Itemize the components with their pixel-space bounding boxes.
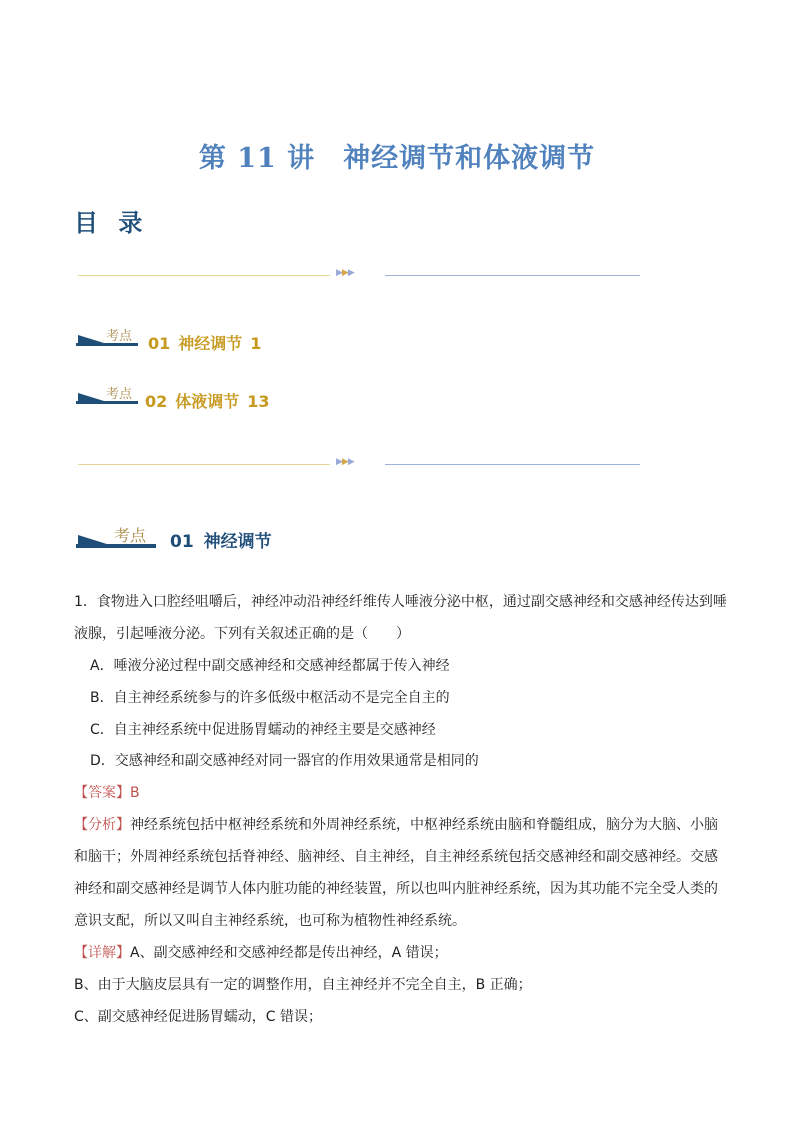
section-title: 01 神经调节 — [170, 532, 272, 552]
arrows-icon: ▶▶▶ — [336, 457, 354, 467]
analysis-line3: 神经和副交感神经是调节人体内脏功能的神经装置，所以也叫内脏神经系统，因为其功能不完全受人类的 — [74, 881, 718, 897]
toc-heading: 目 录 — [74, 209, 149, 237]
option-c: C．自主神经系统中促进肠胃蠕动的神经主要是交感神经 — [90, 722, 436, 738]
detail-line2: B、由于大脑皮层具有一定的调整作用，自主神经并不完全自主，B 正确； — [74, 977, 532, 993]
analysis-tag: 【分析】 — [74, 817, 130, 833]
detail-line1: 【详解】A、副交感神经和交感神经都是传出神经，A 错误； — [74, 945, 448, 961]
option-b: B．自主神经系统参与的许多低级中枢活动不是完全自主的 — [90, 690, 450, 706]
analysis-line1: 【分析】神经系统包括中枢神经系统和外周神经系统，中枢神经系统由脑和脊髓组成，脑分为大脑、小脑 — [74, 817, 718, 833]
question-stem-line2: 液腺，引起唾液分泌。下列有关叙述正确的是（ ） — [74, 626, 410, 642]
analysis-line4: 意识支配，所以又叫自主神经系统，也可称为植物性神经系统。 — [74, 913, 466, 929]
question-stem-line1: 1．食物进入口腔经咀嚼后，神经冲动沿神经纤维传人唾液分泌中枢，通过副交感神经和交感神经传达到唾 — [74, 594, 727, 610]
answer-value: B — [130, 785, 140, 801]
toc-item-1[interactable]: 01 神经调节 1 — [148, 334, 262, 353]
answer-tag: 【答案】 — [74, 785, 130, 801]
section-badge: 考点 — [76, 526, 156, 550]
toc-badge-2: 考点 — [76, 384, 138, 406]
detail-tag: 【详解】 — [74, 945, 130, 961]
detail-line3: C、副交感神经促进肠胃蠕动，C 错误； — [74, 1009, 322, 1025]
option-d: D．交感神经和副交感神经对同一器官的作用效果通常是相同的 — [90, 753, 479, 769]
document-title: 第 11 讲 神经调节和体液调节 — [198, 143, 596, 174]
toc-item-2[interactable]: 02 体液调节 13 — [145, 392, 270, 411]
divider-bottom — [78, 457, 640, 470]
analysis-line2: 和脑干；外周神经系统包括脊神经、脑神经、自主神经，自主神经系统包括交感神经和副交感神经。交感 — [74, 849, 718, 865]
option-a: A．唾液分泌过程中副交感神经和交感神经都属于传入神经 — [90, 658, 450, 674]
toc-badge-1: 考点 — [76, 326, 138, 348]
arrows-icon: ▶▶▶ — [336, 268, 354, 278]
divider-top — [78, 268, 640, 281]
answer-line — [74, 783, 734, 803]
